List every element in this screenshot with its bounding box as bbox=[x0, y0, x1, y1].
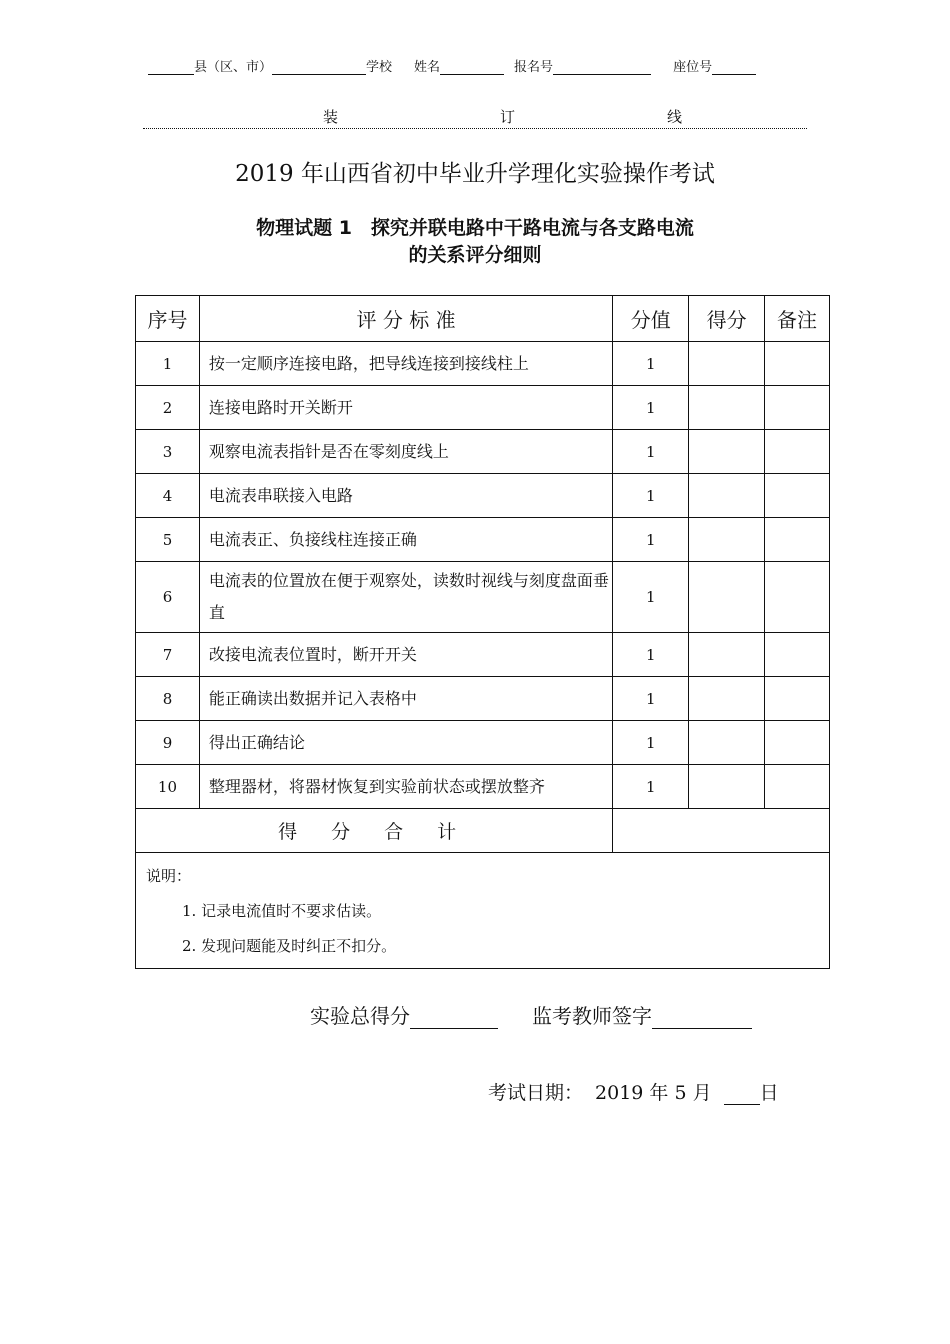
row-criteria: 改接电流表位置时，断开开关 bbox=[199, 633, 612, 677]
exam-date-line bbox=[488, 1078, 779, 1105]
total-row bbox=[136, 809, 830, 853]
scoring-table bbox=[135, 295, 830, 969]
row-no: 4 bbox=[136, 474, 200, 518]
name-label: 姓名 bbox=[414, 60, 441, 75]
row-no: 5 bbox=[136, 518, 200, 562]
row-points: 1 bbox=[613, 677, 689, 721]
row-points: 1 bbox=[613, 518, 689, 562]
total-score-label: 实验总得分 bbox=[310, 1004, 410, 1028]
table-row bbox=[136, 677, 830, 721]
row-points: 1 bbox=[613, 721, 689, 765]
seat-no-blank[interactable] bbox=[712, 60, 756, 75]
table-row bbox=[136, 765, 830, 809]
row-criteria: 整理器材，将器材恢复到实验前状态或摆放整齐 bbox=[199, 765, 612, 809]
row-remarks-cell[interactable] bbox=[765, 518, 830, 562]
row-remarks-cell[interactable] bbox=[765, 342, 830, 386]
table-row bbox=[136, 633, 830, 677]
row-points: 1 bbox=[613, 386, 689, 430]
binding-line bbox=[143, 106, 807, 129]
county-label: 县（区、市） bbox=[194, 60, 273, 75]
row-points: 1 bbox=[613, 474, 689, 518]
row-no: 9 bbox=[136, 721, 200, 765]
total-label: 得 分 合 计 bbox=[136, 809, 613, 853]
row-criteria: 电流表的位置放在便于观察处，读数时视线与刻度盘面垂直 bbox=[199, 562, 612, 633]
date-label: 考试日期： bbox=[488, 1082, 584, 1104]
row-no: 10 bbox=[136, 765, 200, 809]
row-criteria: 连接电路时开关断开 bbox=[199, 386, 612, 430]
row-remarks-cell[interactable] bbox=[765, 765, 830, 809]
binding-char-3: 线 bbox=[667, 108, 683, 126]
row-score-cell[interactable] bbox=[689, 633, 765, 677]
table-row bbox=[136, 430, 830, 474]
row-remarks-cell[interactable] bbox=[765, 677, 830, 721]
date-year-month: 2019 年 5 月 bbox=[595, 1082, 712, 1104]
row-criteria: 观察电流表指针是否在零刻度线上 bbox=[199, 430, 612, 474]
row-remarks-cell[interactable] bbox=[765, 721, 830, 765]
binding-char-1: 装 bbox=[323, 108, 339, 126]
row-remarks-cell[interactable] bbox=[765, 474, 830, 518]
row-points: 1 bbox=[613, 633, 689, 677]
header-criteria: 评 分 标 准 bbox=[199, 296, 612, 342]
row-points: 1 bbox=[613, 765, 689, 809]
row-score-cell[interactable] bbox=[689, 342, 765, 386]
table-row bbox=[136, 518, 830, 562]
row-score-cell[interactable] bbox=[689, 562, 765, 633]
date-day-blank[interactable] bbox=[724, 1084, 760, 1105]
page-title: 2019 年山西省初中毕业升学理化实验操作考试 bbox=[235, 161, 715, 187]
notes-title: 说明： bbox=[146, 867, 192, 885]
row-no: 2 bbox=[136, 386, 200, 430]
proctor-signature-label: 监考教师签字 bbox=[532, 1004, 652, 1028]
table-row bbox=[136, 721, 830, 765]
table-row bbox=[136, 474, 830, 518]
row-remarks-cell[interactable] bbox=[765, 633, 830, 677]
header-score: 得分 bbox=[689, 296, 765, 342]
seat-no-label: 座位号 bbox=[673, 60, 713, 75]
binding-char-2: 订 bbox=[500, 108, 516, 126]
subtitle-line-2: 的关系评分细则 bbox=[408, 244, 542, 266]
signature-line bbox=[310, 1000, 752, 1029]
row-criteria: 电流表串联接入电路 bbox=[199, 474, 612, 518]
row-remarks-cell[interactable] bbox=[765, 386, 830, 430]
proctor-signature-blank[interactable] bbox=[652, 1008, 752, 1029]
row-score-cell[interactable] bbox=[689, 430, 765, 474]
reg-no-blank[interactable] bbox=[553, 60, 651, 75]
subtitle-line-1: 物理试题 1 探究并联电路中干路电流与各支路电流 bbox=[256, 217, 694, 239]
row-no: 6 bbox=[136, 562, 200, 633]
row-score-cell[interactable] bbox=[689, 386, 765, 430]
school-blank[interactable] bbox=[272, 60, 366, 75]
note-item: 2. 发现问题能及时纠正不扣分。 bbox=[182, 937, 397, 955]
row-score-cell[interactable] bbox=[689, 721, 765, 765]
row-no: 8 bbox=[136, 677, 200, 721]
row-score-cell[interactable] bbox=[689, 677, 765, 721]
row-score-cell[interactable] bbox=[689, 518, 765, 562]
row-no: 3 bbox=[136, 430, 200, 474]
county-blank[interactable] bbox=[148, 60, 194, 75]
header-no: 序号 bbox=[136, 296, 200, 342]
header-remarks: 备注 bbox=[765, 296, 830, 342]
row-no: 7 bbox=[136, 633, 200, 677]
table-row bbox=[136, 342, 830, 386]
row-remarks-cell[interactable] bbox=[765, 562, 830, 633]
row-points: 1 bbox=[613, 342, 689, 386]
row-remarks-cell[interactable] bbox=[765, 430, 830, 474]
reg-no-label: 报名号 bbox=[514, 60, 554, 75]
candidate-info-line bbox=[148, 56, 756, 75]
row-points: 1 bbox=[613, 430, 689, 474]
total-score-cell[interactable] bbox=[613, 809, 830, 853]
row-no: 1 bbox=[136, 342, 200, 386]
note-item: 1. 记录电流值时不要求估读。 bbox=[182, 902, 382, 920]
notes-row bbox=[136, 853, 830, 969]
date-day-suffix: 日 bbox=[759, 1082, 779, 1104]
row-score-cell[interactable] bbox=[689, 765, 765, 809]
row-score-cell[interactable] bbox=[689, 474, 765, 518]
row-criteria: 电流表正、负接线柱连接正确 bbox=[199, 518, 612, 562]
table-header-row bbox=[136, 296, 830, 342]
row-criteria: 得出正确结论 bbox=[199, 721, 612, 765]
total-score-blank[interactable] bbox=[410, 1008, 498, 1029]
table-row bbox=[136, 386, 830, 430]
header-points: 分值 bbox=[613, 296, 689, 342]
school-label: 学校 bbox=[366, 60, 393, 75]
row-criteria: 按一定顺序连接电路，把导线连接到接线柱上 bbox=[199, 342, 612, 386]
notes-cell bbox=[136, 853, 830, 969]
row-criteria: 能正确读出数据并记入表格中 bbox=[199, 677, 612, 721]
table-row bbox=[136, 562, 830, 633]
row-points: 1 bbox=[613, 562, 689, 633]
name-blank[interactable] bbox=[440, 60, 504, 75]
